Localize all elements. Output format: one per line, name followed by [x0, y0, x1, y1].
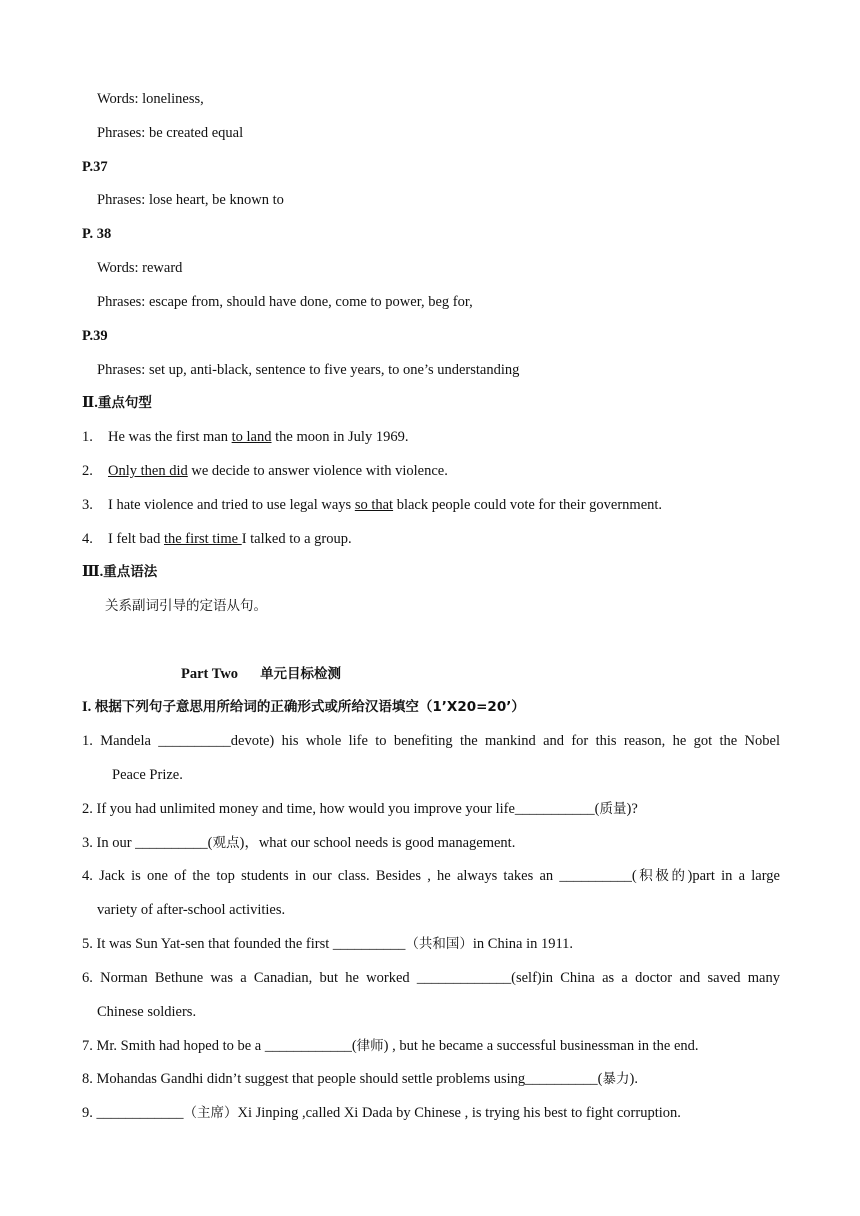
page-ref-p37: P.37 — [82, 159, 108, 175]
question-5 — [82, 934, 573, 954]
item-number: 2. — [82, 463, 93, 479]
phrases-p38: Phrases: escape from, should have done, come to power, beg for, — [97, 294, 473, 310]
sentence-text: the moon in July 1969. — [271, 429, 409, 445]
question-text: )part in a large — [687, 868, 780, 884]
chinese-hint: 质量 — [599, 801, 627, 817]
sentence-text: I hate violence and tried to use legal ways — [108, 497, 355, 513]
question-text: Xi Jinping ,called Xi Dada by Chinese , is trying his best to fight corruption. — [237, 1105, 681, 1121]
question-6: 6. Norman Bethune was a Canadian, but he worked _____________(self)in China as a doctor and saved many — [82, 970, 780, 986]
words-loneliness: Words: loneliness, — [97, 91, 204, 107]
item-number: 4. — [82, 531, 93, 547]
question-text: 4. Jack is one of the top students in our class. Besides , he always takes an __________( — [82, 868, 637, 884]
underlined-phrase: the first time — [163, 531, 242, 547]
question-9 — [82, 1103, 681, 1123]
heading-number: I. — [82, 699, 92, 715]
question-4 — [82, 866, 780, 886]
question-7 — [82, 1036, 699, 1056]
question-text: )，what our school needs is good management. — [239, 835, 516, 851]
question-1-continued: Peace Prize. — [112, 767, 183, 783]
sentence-text: black people could vote for their government. — [393, 497, 663, 513]
chinese-hint: 积极的 — [636, 868, 688, 884]
sentence-item — [82, 495, 662, 515]
sentence-item — [82, 461, 448, 481]
page-ref-p38: P. 38 — [82, 226, 112, 242]
heading-text: 根据下列句子意思用所给词的正确形式或所给汉语填空（1’X20=20’） — [94, 699, 525, 715]
words-p38: Words: reward — [97, 260, 183, 276]
sentence-text: we decide to answer violence with violence. — [187, 463, 448, 479]
chinese-hint: 律师 — [356, 1038, 384, 1054]
heading-text: 重点语法 — [103, 564, 158, 580]
page-ref-p39: P.39 — [82, 328, 108, 344]
question-3 — [82, 833, 515, 853]
grammar-content: 关系副词引导的定语从句。 — [105, 598, 267, 614]
question-text: 2. If you had unlimited money and time, how would you improve your life___________( — [82, 801, 600, 817]
question-6-continued: Chinese soldiers. — [97, 1004, 197, 1020]
underlined-phrase: to land — [231, 429, 272, 445]
chinese-hint: 暴力 — [602, 1071, 630, 1087]
sentence-item — [82, 427, 408, 447]
question-8 — [82, 1069, 638, 1089]
section-heading-grammar — [82, 562, 157, 582]
part-two-title — [181, 664, 341, 684]
question-text: 5. It was Sun Yat-sen that founded the first __________ — [82, 936, 406, 952]
question-text: 9. ____________ — [82, 1105, 184, 1121]
item-number: 1. — [82, 429, 93, 445]
question-2 — [82, 799, 638, 819]
exercise-heading — [82, 697, 525, 717]
sentence-text: He was the first man — [108, 429, 232, 445]
phrases-created-equal: Phrases: be created equal — [97, 125, 244, 141]
heading-text: 重点句型 — [97, 395, 152, 411]
phrases-p37: Phrases: lose heart, be known to — [97, 192, 284, 208]
question-text: 7. Mr. Smith had hoped to be a ____________( — [82, 1038, 357, 1054]
part-title-en: Part Two — [181, 666, 239, 682]
sentence-text: I talked to a group. — [241, 531, 352, 547]
underlined-phrase: Only then did — [108, 463, 188, 479]
underlined-phrase: so that — [354, 497, 394, 513]
sentence-text: I felt bad — [108, 531, 164, 547]
question-text: in China in 1911. — [472, 936, 574, 952]
heading-number: Ⅱ. — [82, 395, 98, 411]
chinese-hint: （主席） — [183, 1105, 238, 1121]
item-number: 3. — [82, 497, 93, 513]
question-1: 1. Mandela __________devote) his whole life to benefiting the mankind and for this reason, he got the Nobel — [82, 733, 780, 749]
question-text: ) , but he became a successful businessman in the end. — [383, 1038, 699, 1054]
chinese-hint: 观点 — [212, 835, 240, 851]
question-text: )? — [626, 801, 638, 817]
heading-number: Ⅲ. — [82, 564, 104, 580]
part-title-cn: 单元目标检测 — [260, 666, 342, 682]
section-heading-key-sentences — [82, 393, 152, 413]
phrases-p39: Phrases: set up, anti-black, sentence to five years, to one’s understanding — [97, 362, 520, 378]
question-4-continued: variety of after-school activities. — [97, 902, 286, 918]
sentence-item — [82, 529, 352, 549]
chinese-hint: （共和国） — [405, 936, 473, 952]
question-text: 8. Mohandas Gandhi didn’t suggest that people should settle problems using__________( — [82, 1071, 603, 1087]
question-text: ). — [629, 1071, 638, 1087]
question-text: 3. In our __________( — [82, 835, 213, 851]
